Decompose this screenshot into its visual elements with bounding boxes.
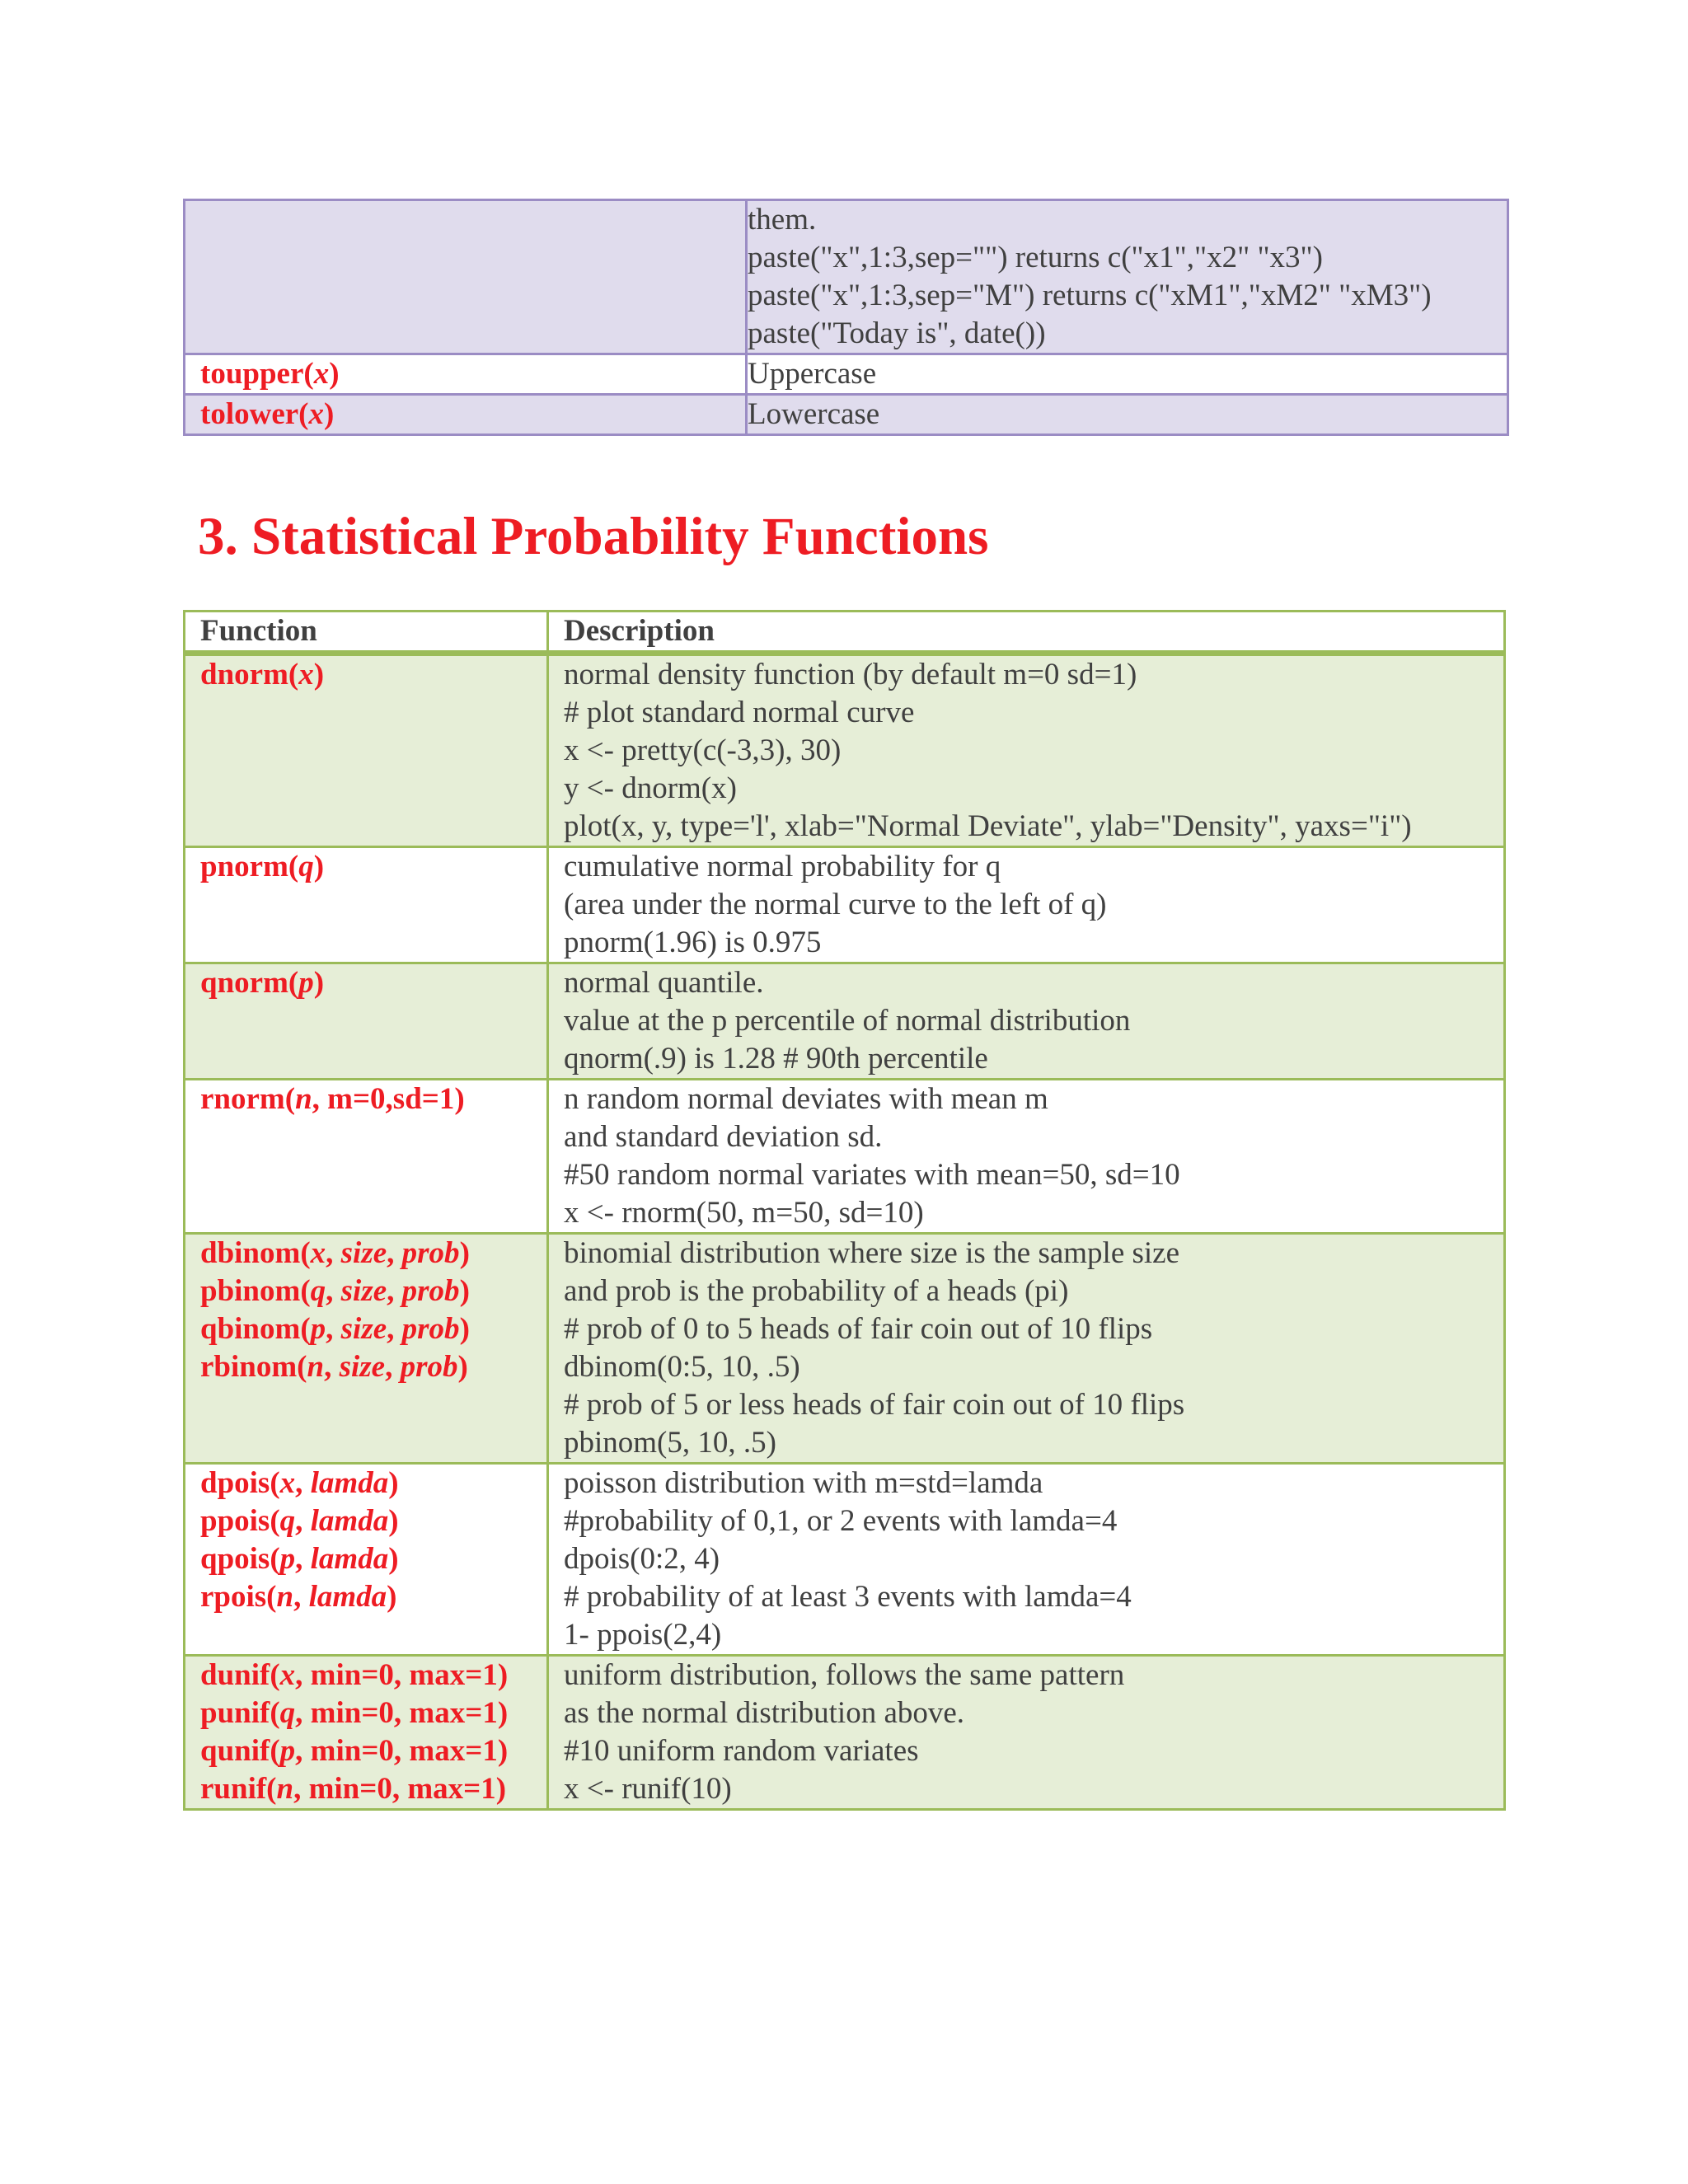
description-cell [548, 1464, 1505, 1656]
description-line: (area under the normal curve to the left of q) [564, 888, 1107, 921]
function-name: runif(n, min=0, max=1) [200, 1772, 507, 1806]
description-line: paste("x",1:3,sep="") returns c("x1","x2" "x3") [748, 241, 1323, 274]
description-line: poisson distribution with m=std=lamda [564, 1466, 1043, 1500]
description-line: n random normal deviates with mean m [564, 1082, 1048, 1116]
function-name: pnorm(q) [200, 850, 325, 883]
table-header-row [185, 612, 1505, 654]
description-line: # plot standard normal curve [564, 696, 915, 729]
description-line: as the normal distribution above. [564, 1696, 965, 1730]
description-line: binomial distribution where size is the sample size [564, 1236, 1180, 1270]
description-line: value at the p percentile of normal distribution [564, 1004, 1131, 1038]
table-row [185, 963, 1505, 1080]
description-line: them. [748, 203, 817, 237]
function-name: rbinom(n, size, prob) [200, 1350, 468, 1384]
function-cell [185, 395, 747, 435]
description-line: # prob of 5 or less heads of fair coin out of 10 flips [564, 1388, 1185, 1422]
description-cell [747, 200, 1508, 354]
function-cell [185, 1234, 548, 1464]
function-name: pbinom(q, size, prob) [200, 1274, 470, 1308]
function-name: qbinom(p, size, prob) [200, 1312, 470, 1346]
column-header-function: Function [185, 612, 548, 654]
table-row [185, 654, 1505, 847]
function-name: ppois(q, lamda) [200, 1504, 399, 1538]
description-cell [548, 1656, 1505, 1810]
function-name: qnorm(p) [200, 966, 325, 1000]
function-cell [185, 963, 548, 1080]
description-line: # probability of at least 3 events with lamda=4 [564, 1580, 1132, 1614]
table-row [185, 395, 1508, 435]
description-cell [548, 654, 1505, 847]
function-cell [185, 654, 548, 847]
string-functions-table [183, 199, 1509, 436]
description-line: pbinom(5, 10, .5) [564, 1426, 776, 1460]
description-line: x <- runif(10) [564, 1772, 732, 1806]
function-cell [185, 1464, 548, 1656]
description-line: #10 uniform random variates [564, 1734, 919, 1768]
description-line: 1- ppois(2,4) [564, 1618, 722, 1652]
function-cell [185, 1080, 548, 1234]
description-cell [548, 1080, 1505, 1234]
description-line: plot(x, y, type='l', xlab="Normal Deviate", ylab="Density", yaxs="i") [564, 809, 1412, 843]
description-line: # prob of 0 to 5 heads of fair coin out of 10 flips [564, 1312, 1153, 1346]
description-cell [747, 395, 1508, 435]
table-body [185, 654, 1505, 1810]
description-line: dbinom(0:5, 10, .5) [564, 1350, 800, 1384]
description-line: and prob is the probability of a heads (pi) [564, 1274, 1069, 1308]
description-cell [548, 847, 1505, 963]
description-line: #probability of 0,1, or 2 events with lamda=4 [564, 1504, 1118, 1538]
table-row [185, 1080, 1505, 1234]
description-cell [747, 354, 1508, 395]
description-cell [548, 963, 1505, 1080]
function-name: rnorm(n, m=0,sd=1) [200, 1082, 465, 1116]
table-row [185, 1656, 1505, 1810]
description-line: pnorm(1.96) is 0.975 [564, 926, 822, 959]
description-line: x <- rnorm(50, m=50, sd=10) [564, 1196, 924, 1230]
function-cell [185, 200, 747, 354]
function-name: dpois(x, lamda) [200, 1466, 399, 1500]
function-name: dnorm(x) [200, 658, 325, 691]
description-line: uniform distribution, follows the same pattern [564, 1658, 1125, 1692]
function-cell [185, 1656, 548, 1810]
table-row [185, 200, 1508, 354]
description-line: y <- dnorm(x) [564, 771, 737, 805]
function-cell [185, 847, 548, 963]
function-name: dunif(x, min=0, max=1) [200, 1658, 509, 1692]
column-header-description: Description [548, 612, 1505, 654]
function-name: qpois(p, lamda) [200, 1542, 399, 1576]
description-line: and standard deviation sd. [564, 1120, 883, 1154]
function-name: qunif(p, min=0, max=1) [200, 1734, 509, 1768]
description-line: paste("x",1:3,sep="M") returns c("xM1","xM2" "xM3") [748, 279, 1432, 312]
section-title: 3. Statistical Probability Functions [198, 507, 989, 566]
probability-functions-table [183, 610, 1506, 1811]
description-line: normal density function (by default m=0 sd=1) [564, 658, 1137, 691]
description-cell [548, 1234, 1505, 1464]
function-name: dbinom(x, size, prob) [200, 1236, 470, 1270]
description-line: Uppercase [748, 357, 877, 391]
description-line: Lowercase [748, 397, 880, 431]
description-line: qnorm(.9) is 1.28 # 90th percentile [564, 1042, 988, 1076]
description-line: normal quantile. [564, 966, 764, 1000]
function-name: punif(q, min=0, max=1) [200, 1696, 509, 1730]
description-line: dpois(0:2, 4) [564, 1542, 720, 1576]
description-line: paste("Today is", date()) [748, 316, 1046, 350]
table-row [185, 847, 1505, 963]
table-row [185, 354, 1508, 395]
table-row [185, 1234, 1505, 1464]
function-name: rpois(n, lamda) [200, 1580, 397, 1614]
description-line: #50 random normal variates with mean=50, sd=10 [564, 1158, 1180, 1192]
table-row [185, 1464, 1505, 1656]
function-name: toupper(x) [200, 357, 340, 391]
description-line: cumulative normal probability for q [564, 850, 1001, 883]
function-cell [185, 354, 747, 395]
function-name: tolower(x) [200, 397, 335, 431]
description-line: x <- pretty(c(-3,3), 30) [564, 733, 842, 767]
